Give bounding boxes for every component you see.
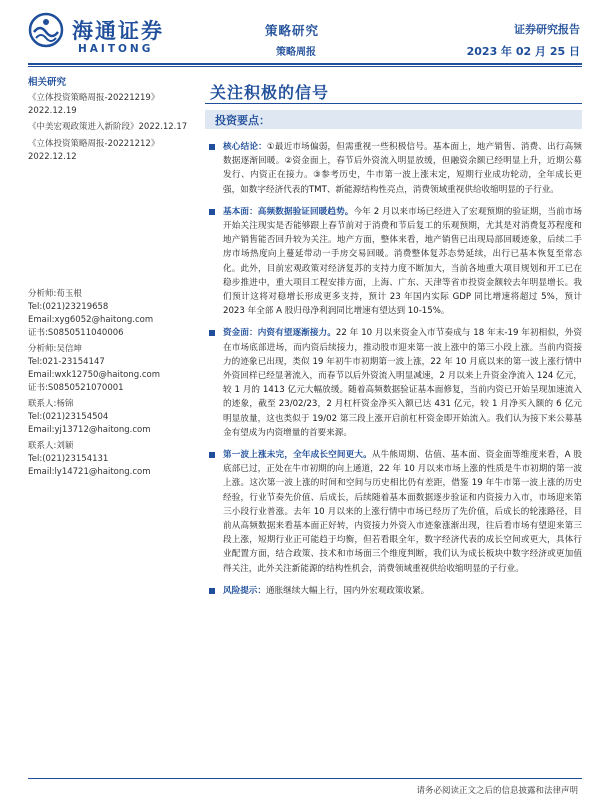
square-bullet-icon (209, 330, 215, 336)
key-points-body (205, 140, 582, 606)
analyst-card (28, 288, 196, 340)
analyst-email[interactable]: Email:wxk12750@haitong.com (28, 370, 161, 380)
paragraph-text: 通胀继续大幅上行，国内外宏观政策收紧。 (265, 585, 430, 596)
report-date: 2023 年 02 月 25 日 (466, 45, 580, 58)
related-item (28, 92, 196, 117)
paragraph-text: ①最近市场偏弱，但需重视一些积极信号。基本面上，地产销售、消费、出行高频数据逐渐回暖。②资金面上，春节后外资流入明显放缓，但融资余额已经明显上升，近期公募发行、内资正在接力。③参考历史，牛市第一波上涨末定，短期行业成功轮动，全年成长更强，如数字经济代表的TMT、新能源结构性亮点，消费领域重视供给收缩明显的子行业。 (223, 142, 582, 195)
header-divider-thin (28, 66, 582, 67)
related-item (28, 138, 196, 163)
paragraph-text: 从牛熊周期、估值、基本面、资金面等维度来看，A 股底部已过，正处在牛市初期的向上通道，22 年 10 月以来市场上涨的性质是牛市初期的第一波上涨。这次第一波上涨的时间和空间与历史相比仍有差距，借鉴 19 年牛市第一波上涨的历史经验，行业节奏先价值、后成长，后续随着基本面数据逐步验证和内资接力入市，市场迎来第三小段行业普涨。去年 10 月以来的上涨行情中市场已经历了先价值，后成长的轮涨路径，目前从高频数据来看基本面正好转，内资接力外资入市迹象涨渐出现，往后看市场有望迎来第三段上涨，短期行业正可能趋于均衡，但若看眼全年，数字经济代表的成长空间或更大，具体行业配置方面，结合政策、技术和市场面三个维度判断，我们认为成长板块中数字经济或更加值得关注，此外关注新能源的结构性机会，消费领域重视供给收缩明显的子行业。 (223, 450, 582, 574)
key-points-label: 投资要点： (215, 114, 270, 127)
paragraph-lead: 风险提示： (223, 585, 266, 596)
square-bullet-icon (209, 588, 215, 594)
paragraph-text: 今年 2 月以来市场已经进入了宏观预期的验证期，当前市场开始关注现实是否能够跟上春节前对于消费和节后复工的乐观预期，尤其是对消费复苏程度和地产销售能否回升较为关注。地产方面，整体来看，地产销售已出现局部回暖迹象，后续二手房市场热度向上蔓延带动一手房交易回暖。消费整体复苏态势延续，出行已基本恢复至常态化。此外，目前宏观政策对经济复苏的支持力度不断加大，当前各地重大项目规划和开工已在稳步推进中，重大项目工程安排方面，上海、广东、天津等省市投资金额较去年明显增长。我们预计这将对稳增长形成更多支持，预计 23 年国内实际 GDP 同比增速将超过 5%，预计 2023 年全部 A 股归母净利润同比增速有望达到 10-15%。 (223, 206, 582, 317)
analyst-email[interactable]: Email:xyg6052@haitong.com (28, 315, 154, 325)
header-divider (28, 63, 582, 65)
analyst-card (28, 440, 196, 479)
contact-email[interactable]: Email:ly14721@haitong.com (28, 467, 151, 477)
analyst-tel: Tel:021-23154147 (28, 357, 105, 367)
report-category: 策略研究 (265, 23, 320, 38)
brand-logo (28, 12, 178, 58)
paragraph-fundamentals (205, 205, 582, 319)
paragraph-risk (205, 584, 582, 598)
analyst-card (28, 343, 196, 395)
square-bullet-icon (209, 209, 215, 215)
key-points-bar (205, 110, 582, 129)
related-item (28, 121, 196, 134)
disclaimer-footer: 请务必阅读正文之后的信息披露和法律声明 (416, 786, 578, 796)
analyst-name: 分析师:荀玉根 (28, 289, 82, 299)
contact-tel: Tel:(021)23154131 (28, 454, 109, 464)
paragraph-capital-flows (205, 326, 582, 440)
brand-name-cn: 海通证券 (72, 18, 164, 43)
related-item-date: 2022.12.19 (28, 106, 77, 116)
square-bullet-icon (209, 144, 215, 150)
contact-tel: Tel:(021)23154504 (28, 412, 109, 422)
paragraph-core-conclusion (205, 140, 582, 197)
paragraph-lead: 核心结论： (223, 142, 267, 152)
contact-email[interactable]: Email:yj13712@haitong.com (28, 425, 151, 435)
brand-name-en: HAITONG (78, 43, 154, 55)
report-title: 关注积极的信号 (210, 83, 330, 102)
analyst-card (28, 398, 196, 437)
footer-divider (28, 778, 582, 779)
related-item-title[interactable]: 《立体投资策略周报-20221212》 (28, 139, 160, 149)
related-research-heading: 相关研究 (28, 77, 67, 88)
paragraph-text: 22 年 10 月以来资金入市节奏成与 18 年末-19 年初相似，外资在市场底部进场，而内资后续接力，推动股市迎来第一波上涨中的第三小段上涨。当前内资接力的迹象已出现，类似 19 年初牛市初期第一波上涨，22 年 10 月底以来的第一波上涨行情中外资回样已经显著流入，而春节以后外资流入明显减速，2 月以来上升资金净流入 124 亿元，较 1 月的 1413 亿元大幅放缓。随着高频数据验证基本面修复，当前内资已开始呈现加速流入的迹象，截至 23/02/23，2 月杠杆资金净买入额已达 431 亿元，较 1 月净买入额的 6 亿元明显放量，这也类似于 19/02 第三段上涨开启前杠杆资金即开始流入。我们认为接下来公募基金有望成为内资增量的首要来源。 (223, 328, 582, 438)
analyst-tel: Tel:(021)23219658 (28, 302, 109, 312)
square-bullet-icon (209, 452, 215, 458)
related-item-title[interactable]: 《立体投资策略周报-20221219》 (28, 93, 160, 103)
title-divider (205, 103, 582, 104)
paragraph-outlook (205, 448, 582, 576)
related-item-date: 2022.12.12 (28, 152, 77, 162)
paragraph-lead: 第一波上涨未完，全年成长空间更大。 (223, 450, 372, 461)
paragraph-lead: 基本面：高频数据验证回暖趋势。 (223, 206, 354, 217)
related-item-title[interactable]: 《中美宏观政策进入新阶段》2022.12.17 (28, 122, 188, 132)
haitong-logo-icon (28, 12, 64, 48)
analyst-name: 分析师:吴信坤 (28, 344, 82, 354)
analyst-list (28, 288, 196, 482)
contact-name: 联系人:杨锦 (28, 399, 74, 409)
paragraph-lead: 资金面：内资有望逐渐接力。 (223, 328, 336, 339)
analyst-cert: 证书:S0850521070001 (28, 383, 124, 393)
report-type: 证券研究报告 (514, 23, 580, 36)
contact-name: 联系人:刘颖 (28, 441, 74, 451)
related-research (28, 74, 196, 167)
analyst-cert: 证书:S0850511040006 (28, 328, 124, 338)
report-subcategory: 策略周报 (276, 47, 316, 58)
